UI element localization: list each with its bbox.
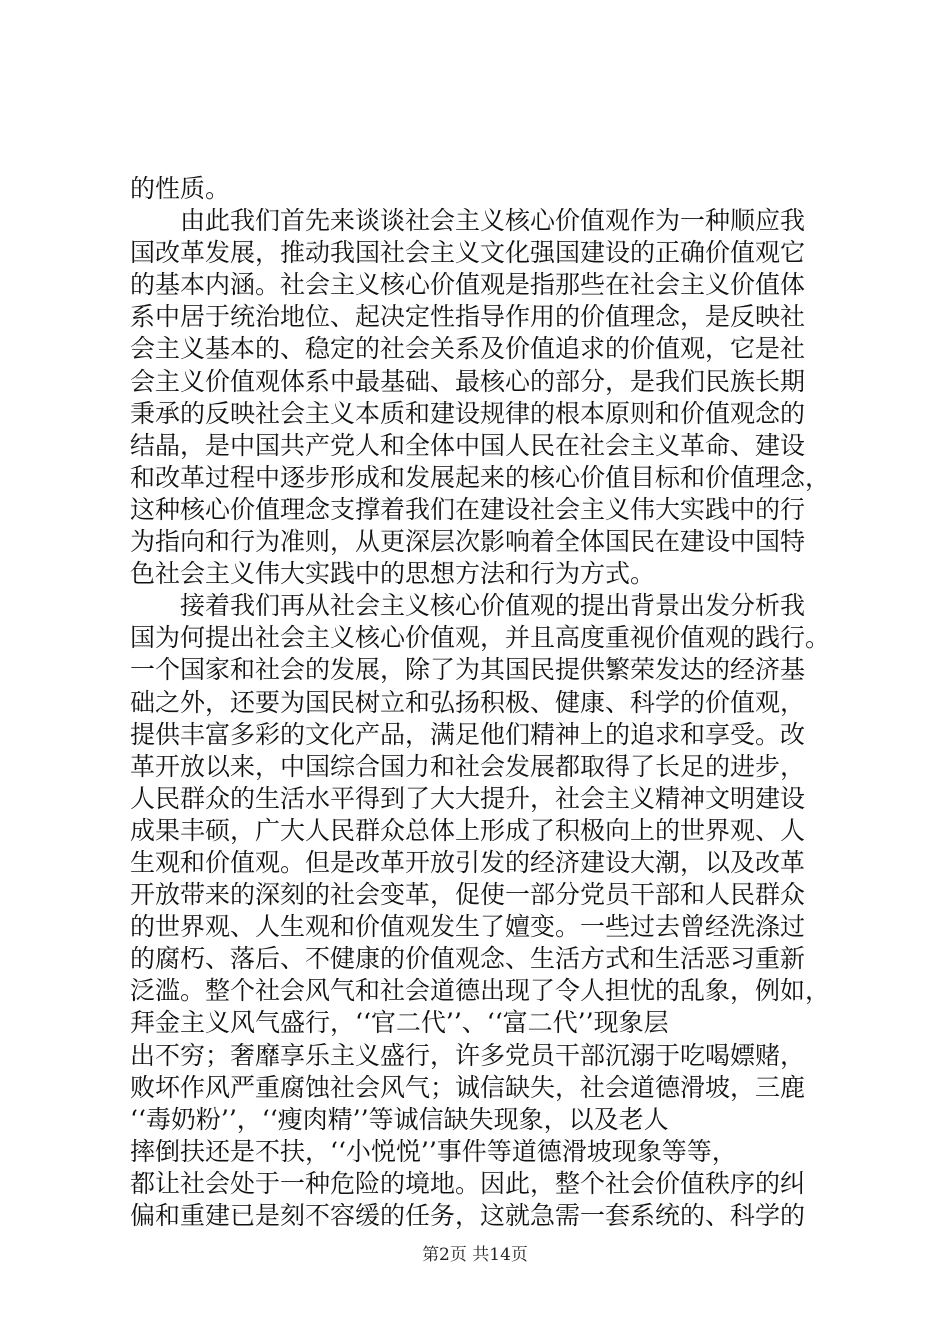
text-line: 拜金主义风气盛行，‘‘官二代’’、‘‘富二代’’现象层	[130, 1008, 669, 1038]
text-line: 这种核心价值理念支撑着我们在建设社会主义伟大实践中的行	[130, 494, 806, 524]
paragraph-first-line: 由此我们首先来谈谈社会主义核心价值观作为一种顺应我	[180, 206, 806, 236]
text-line: 系中居于统治地位、起决定性指导作用的价值理念，是反映社	[130, 302, 806, 332]
text-line: 出不穷；奢靡享乐主义盛行，许多党员干部沉溺于吃喝嫖赌，	[130, 1040, 806, 1070]
text-line: 国改革发展，推动我国社会主义文化强国建设的正确价值观它	[130, 238, 806, 268]
document-body	[130, 173, 835, 1232]
text-line: ‘‘毒奶粉’’，‘‘瘦肉精’’等诚信缺失现象，以及老人	[130, 1104, 669, 1134]
text-line: 会主义基本的、稳定的社会关系及价值追求的价值观，它是社	[130, 334, 806, 364]
text-line: 革开放以来，中国综合国力和社会发展都取得了长足的进步，	[130, 751, 806, 781]
text-line: 的性质。	[130, 174, 231, 203]
text-line: 为指向和行为准则，从更深层次影响着全体国民在建设中国特	[130, 527, 806, 557]
text-line: 秉承的反映社会主义本质和建设规律的根本原则和价值观念的	[130, 398, 806, 428]
text-line: 偏和重建已是刻不容缓的任务，这就急需一套系统的、科学的	[130, 1201, 806, 1230]
text-line: 成果丰硕，广大人民群众总体上形成了积极向上的世界观、人	[130, 815, 806, 845]
text-line: 败坏作风严重腐蚀社会风气；诚信缺失，社会道德滑坡，三鹿	[130, 1072, 806, 1102]
page-footer	[0, 1240, 950, 1265]
text-line: 和改革过程中逐步形成和发展起来的核心价值目标和价值理念，	[130, 462, 831, 492]
text-line: 摔倒扶还是不扶，‘‘小悦悦’’事件等道德滑坡现象等等，	[130, 1136, 737, 1166]
text-line: 提供丰富多彩的文化产品，满足他们精神上的追求和享受。改	[130, 719, 806, 749]
text-line: 生观和价值观。但是改革开放引发的经济建设大潮，以及改革	[130, 847, 806, 877]
text-line: 泛滥。整个社会风气和社会道德出现了令人担忧的乱象，例如，	[130, 976, 831, 1006]
text-line: 的基本内涵。社会主义核心价值观是指那些在社会主义价值体	[130, 270, 806, 300]
paragraph-first-line: 接着我们再从社会主义核心价值观的提出背景出发分析我	[180, 591, 806, 621]
text-line: 人民群众的生活水平得到了大大提升，社会主义精神文明建设	[130, 783, 806, 813]
text-line: 都让社会处于一种危险的境地。因此，整个社会价值秩序的纠	[130, 1168, 806, 1198]
text-line: 色社会主义伟大实践中的思想方法和行为方式。	[130, 559, 656, 589]
text-line: 开放带来的深刻的社会变革，促使一部分党员干部和人民群众	[130, 880, 806, 910]
text-line: 结晶，是中国共产党人和全体中国人民在社会主义革命、建设	[130, 430, 806, 460]
text-line: 的世界观、人生观和价值观发生了嬗变。一些过去曾经洗涤过	[130, 912, 806, 942]
text-line: 会主义价值观体系中最基础、最核心的部分，是我们民族长期	[130, 366, 806, 396]
text-line: 一个国家和社会的发展，除了为其国民提供繁荣发达的经济基	[130, 655, 806, 685]
text-line: 础之外，还要为国民树立和弘扬积极、健康、科学的价值观，	[130, 687, 806, 717]
text-line: 国为何提出社会主义核心价值观，并且高度重视价值观的践行。	[130, 623, 831, 653]
text-line: 的腐朽、落后、不健康的价值观念、生活方式和生活恶习重新	[130, 944, 806, 974]
page-number: 第2页 共14页	[422, 1245, 528, 1265]
